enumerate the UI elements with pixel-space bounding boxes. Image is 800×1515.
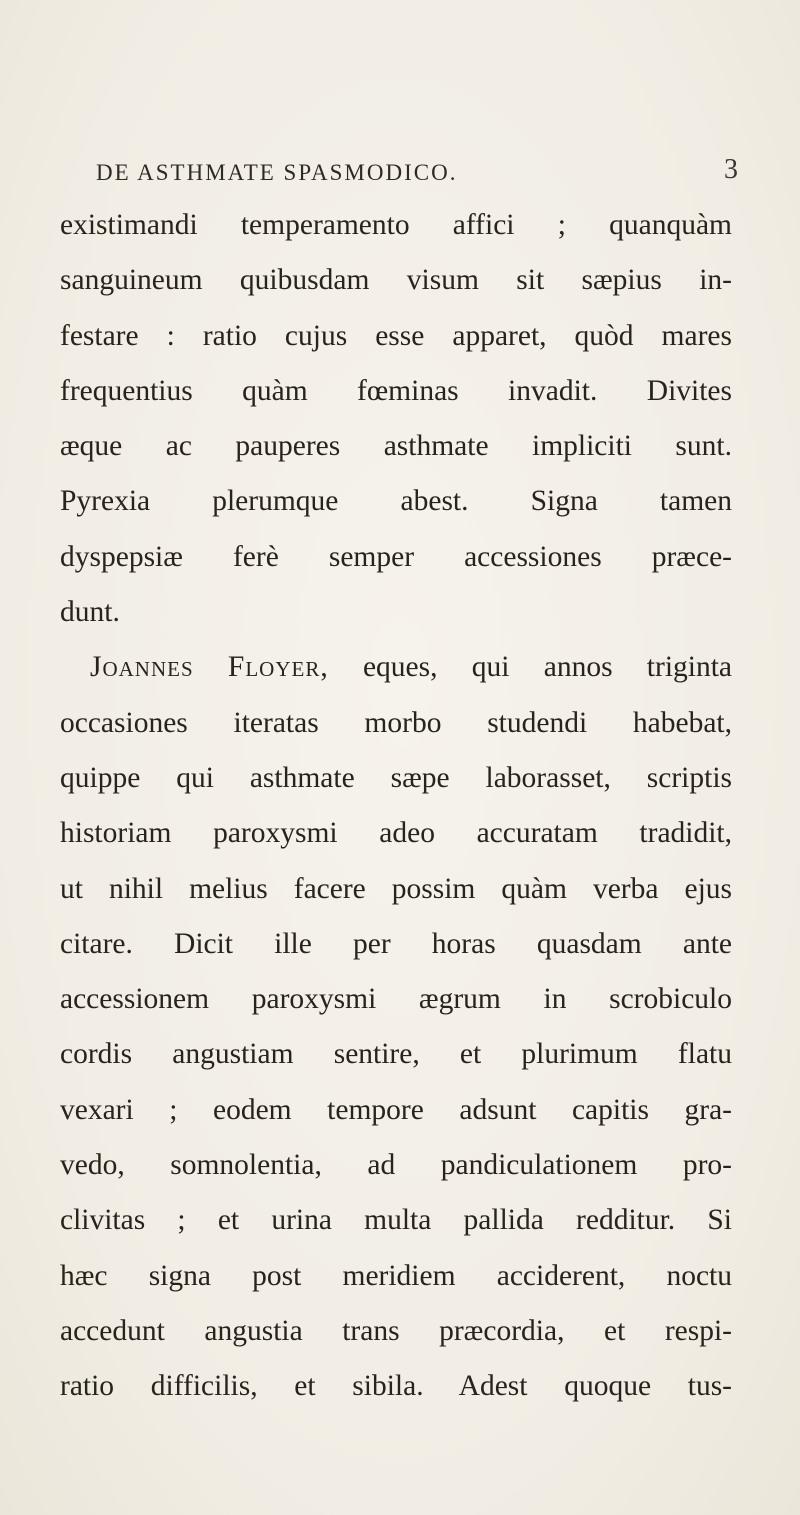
text-line: frequentius quàm fœminas invadit. Divites (60, 374, 732, 407)
text-line: historiam paroxysmi adeo accuratam tradidit, (60, 817, 732, 850)
text-line: ut nihil melius facere possim quàm verba ejus (60, 872, 732, 905)
text-line: Pyrexia plerumque abest. Signa tamen (60, 485, 732, 518)
text-line: sanguineum quibusdam visum sit sæpius in- (60, 264, 732, 297)
text-line: ratio difficilis, et sibila. Adest quoque tus- (60, 1370, 732, 1403)
text-line: dyspepsiæ ferè semper accessiones præce- (60, 540, 732, 573)
text-line: dunt. (60, 596, 120, 629)
body-text (60, 198, 732, 1415)
text-line: hæc signa post meridiem acciderent, noctu (60, 1259, 732, 1292)
author-first-name: Joannes (90, 651, 194, 684)
text-line-paragraph-start (60, 640, 732, 695)
text-line: vexari ; eodem tempore adsunt capitis gra- (60, 1093, 732, 1126)
text-line-rest: eques, qui annos triginta (362, 651, 733, 684)
text-line: clivitas ; et urina multa pallida redditur. Si (60, 1204, 732, 1237)
author-last-name: Floyer, (227, 651, 329, 684)
text-line: accessionem paroxysmi ægrum in scrobiculo (60, 983, 732, 1016)
text-line: occasiones iteratas morbo studendi habebat, (60, 706, 732, 739)
text-line: cordis angustiam sentire, et plurimum flatu (60, 1038, 732, 1071)
text-line: existimandi temperamento affici ; quanquàm (60, 209, 732, 241)
text-line: vedo, somnolentia, ad pandiculationem pro- (60, 1149, 732, 1182)
text-line: æque ac pauperes asthmate impliciti sunt. (60, 430, 732, 463)
page-number: 3 (724, 154, 738, 185)
text-line: quippe qui asthmate sæpe laborasset, scriptis (60, 761, 732, 794)
text-line: festare : ratio cujus esse apparet, quòd mares (60, 319, 732, 352)
text-line: citare. Dicit ille per horas quasdam ante (60, 927, 732, 960)
running-title: DE ASTHMATE SPASMODICO. (96, 160, 458, 185)
text-line: accedunt angustia trans præcordia, et respi- (60, 1314, 732, 1347)
